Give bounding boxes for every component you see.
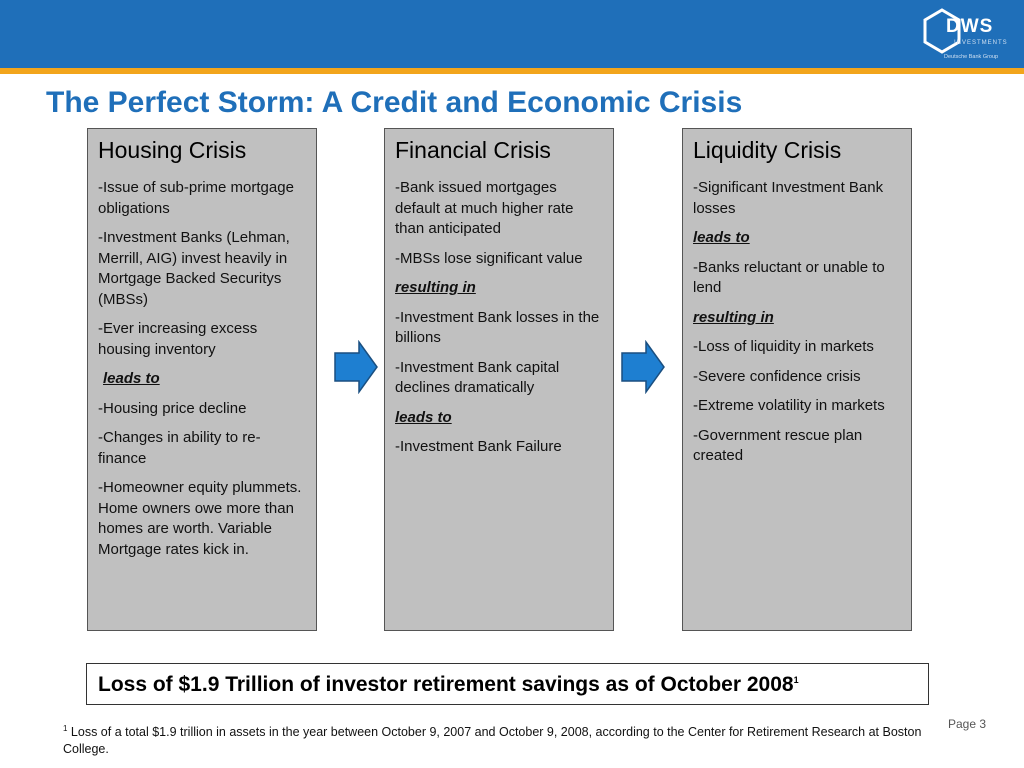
dws-logo [918,6,1014,64]
connector-label: leads to [395,408,452,426]
footnote-mark: 1 [63,724,68,733]
box-item: -Investment Banks (Lehman, Merrill, AIG) invest heavily in Mortgage Backed Securitys (MBSs) [98,229,290,308]
footnote-text: Loss of a total $1.9 trillion in assets in the year between October 9, 2007 and October 9, 2008, according to the Center for Retirement Research at Boston College. [63,725,922,757]
page-number: Page 3 [948,717,987,731]
box-item: -Ever increasing excess housing inventory [98,320,258,358]
box-item: -Investment Bank capital declines dramatically [395,358,560,396]
box-item: -Significant Investment Bank losses [693,179,884,217]
box-item: -Severe confidence crisis [693,367,861,385]
box-item: -Homeowner equity plummets. Home owners owe more than homes are worth. Variable Mortgage rates kick in. [98,479,302,558]
box-item: -Banks reluctant or unable to lend [693,258,885,296]
right-arrow-icon [620,340,666,394]
box-item: -Extreme volatility in markets [693,397,885,414]
box-item: -Housing price decline [98,399,247,417]
page-title: The Perfect Storm: A Credit and Economic Crisis [46,86,743,119]
header-accent-stripe [0,68,1024,74]
financial-crisis-box [384,128,614,631]
logo-group-text: Deutsche Bank Group [944,54,999,60]
box-item: -Investment Bank losses in the billions [395,308,600,346]
summary-box [86,663,929,705]
box-item: -Investment Bank Failure [395,438,562,455]
right-arrow-icon [333,340,379,394]
box-heading: Housing Crisis [98,137,247,163]
connector-label: leads to [693,229,750,246]
summary-text: Loss of $1.9 Trillion of investor retirement savings as of October 2008 [98,673,794,696]
summary-footnote-mark: 1 [793,675,799,685]
box-heading: Liquidity Crisis [693,137,842,163]
connector-label: resulting in [395,279,476,296]
logo-wordmark: DWS [946,16,994,37]
box-item: -Bank issued mortgages default at much higher rate than anticipated [395,179,574,237]
footnote [63,720,933,758]
box-item: -MBSs lose significant value [395,249,583,267]
liquidity-crisis-box [682,128,912,631]
connector-label: leads to [103,370,160,387]
header-bar [0,0,1024,68]
box-item: -Issue of sub-prime mortgage obligations [98,179,294,217]
box-item: -Loss of liquidity in markets [693,338,874,355]
housing-crisis-box [87,128,317,631]
box-heading: Financial Crisis [395,137,551,163]
box-item: -Changes in ability to re-finance [98,429,261,467]
box-item: -Government rescue plan created [693,426,863,464]
connector-label: resulting in [693,308,774,326]
logo-subtitle: INVESTMENTS [954,40,1008,46]
